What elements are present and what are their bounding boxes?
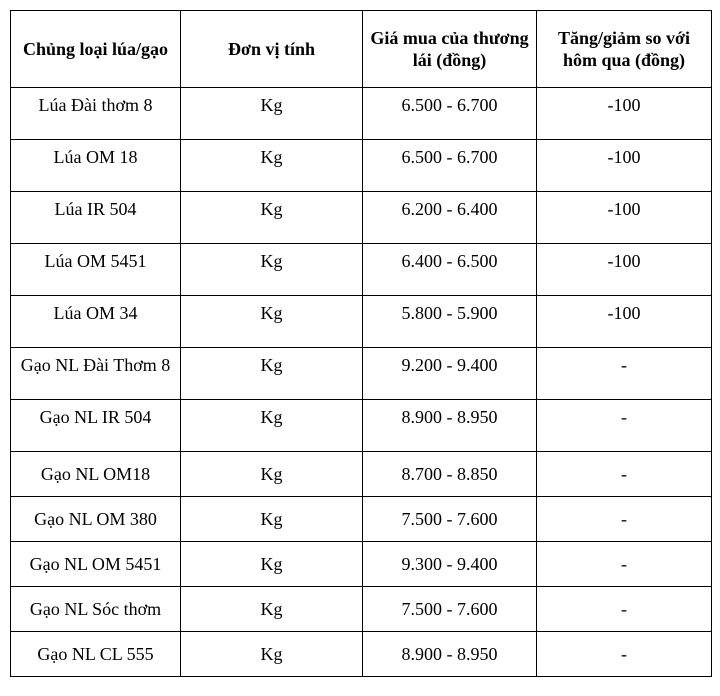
table-row [11,400,712,452]
cell-unit: Kg [181,88,363,140]
table-row [11,296,712,348]
table-row [11,497,712,542]
cell-rice-type: Gạo NL OM18 [11,452,181,497]
table-row [11,542,712,587]
table-row [11,587,712,632]
cell-unit: Kg [181,542,363,587]
cell-unit: Kg [181,296,363,348]
cell-price: 6.400 - 6.500 [363,244,537,296]
header-unit: Đơn vị tính [181,11,363,88]
cell-unit: Kg [181,497,363,542]
cell-unit: Kg [181,400,363,452]
cell-price: 9.200 - 9.400 [363,348,537,400]
cell-change: -100 [537,244,712,296]
cell-unit: Kg [181,587,363,632]
table-row [11,348,712,400]
cell-price: 9.300 - 9.400 [363,542,537,587]
header-purchase-price: Giá mua của thương lái (đồng) [363,11,537,88]
table-row [11,632,712,677]
header-change: Tăng/giảm so với hôm qua (đồng) [537,11,712,88]
cell-rice-type: Gạo NL CL 555 [11,632,181,677]
table-row [11,452,712,497]
table-row [11,192,712,244]
cell-change: - [537,452,712,497]
cell-change: - [537,632,712,677]
table-row [11,244,712,296]
cell-change: -100 [537,140,712,192]
table-row [11,140,712,192]
cell-price: 6.200 - 6.400 [363,192,537,244]
cell-unit: Kg [181,140,363,192]
cell-rice-type: Lúa OM 34 [11,296,181,348]
cell-change: - [537,542,712,587]
table-row [11,88,712,140]
cell-unit: Kg [181,192,363,244]
cell-unit: Kg [181,452,363,497]
cell-price: 8.900 - 8.950 [363,632,537,677]
cell-price: 6.500 - 6.700 [363,140,537,192]
cell-change: - [537,587,712,632]
cell-change: - [537,348,712,400]
cell-price: 7.500 - 7.600 [363,587,537,632]
table-header-row [11,11,712,88]
cell-price: 8.900 - 8.950 [363,400,537,452]
cell-price: 6.500 - 6.700 [363,88,537,140]
cell-rice-type: Lúa Đài thơm 8 [11,88,181,140]
cell-rice-type: Lúa IR 504 [11,192,181,244]
header-rice-type: Chủng loại lúa/gạo [11,11,181,88]
cell-unit: Kg [181,348,363,400]
cell-rice-type: Lúa OM 5451 [11,244,181,296]
cell-unit: Kg [181,244,363,296]
cell-rice-type: Gạo NL Đài Thơm 8 [11,348,181,400]
cell-unit: Kg [181,632,363,677]
cell-change: -100 [537,88,712,140]
cell-change: - [537,497,712,542]
cell-rice-type: Gạo NL Sóc thơm [11,587,181,632]
rice-price-table [10,10,712,677]
cell-change: - [537,400,712,452]
cell-rice-type: Gạo NL OM 380 [11,497,181,542]
cell-rice-type: Gạo NL IR 504 [11,400,181,452]
cell-change: -100 [537,296,712,348]
cell-price: 5.800 - 5.900 [363,296,537,348]
cell-rice-type: Gạo NL OM 5451 [11,542,181,587]
cell-price: 7.500 - 7.600 [363,497,537,542]
cell-change: -100 [537,192,712,244]
cell-rice-type: Lúa OM 18 [11,140,181,192]
cell-price: 8.700 - 8.850 [363,452,537,497]
